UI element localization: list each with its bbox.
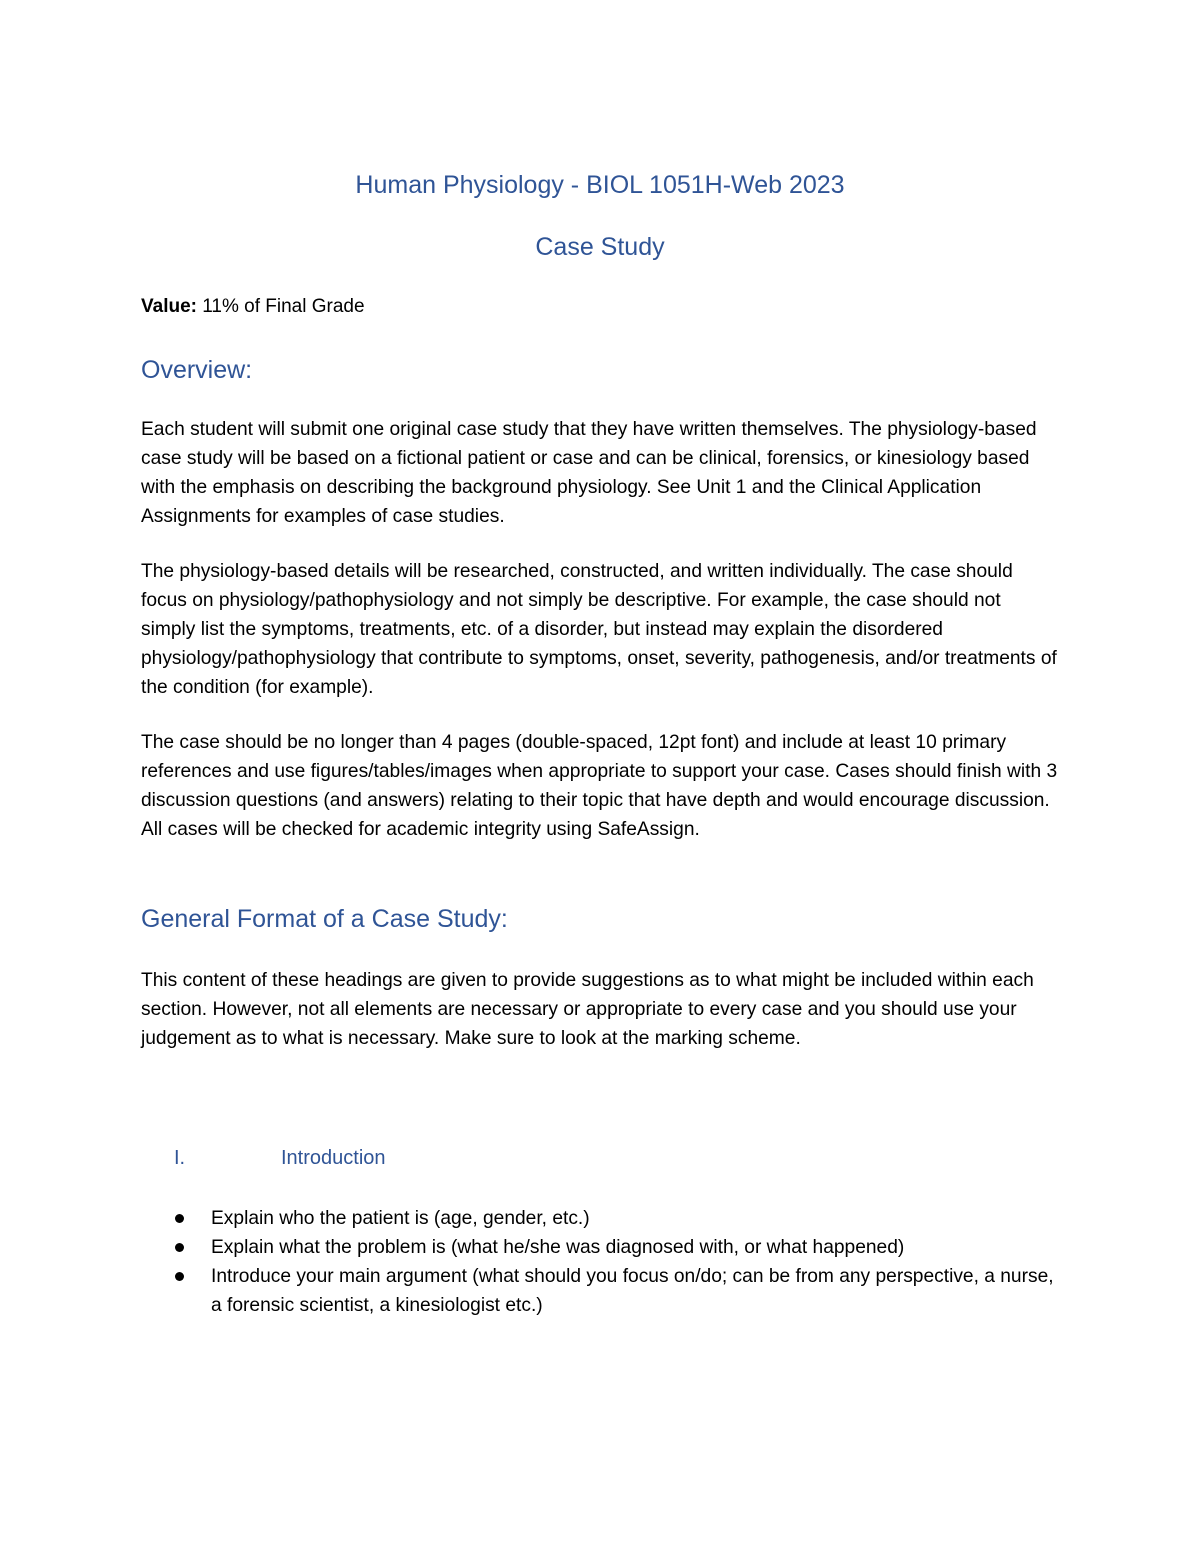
introduction-heading [141, 1144, 386, 1172]
overview-paragraph-3: The case should be no longer than 4 pages (double-spaced, 12pt font) and include at least 10 primary references and use figures/tables/images when appropriate to support your case. Cases should finish with 3 discussion questions (and answers) relating to their topic that have depth and would encourage discussion. All cases will be checked for academic integrity using SafeAssign. [141, 732, 1058, 840]
document-subtitle: Case Study [535, 233, 665, 261]
overview-paragraph-1: Each student will submit one original case study that they have written themselves. The physiology-based case study will be based on a fictional patient or case and can be clinical, forensics, or kinesiology based with the emphasis on describing the background physiology. See Unit 1 and the Clinical Application Assignments for examples of case studies. [141, 419, 1037, 527]
introduction-bullet-list [141, 1204, 1059, 1320]
general-format-heading: General Format of a Case Study: [141, 905, 508, 933]
document-title: Human Physiology - BIOL 1051H-Web 2023 [355, 171, 845, 199]
document-page [141, 0, 1061, 1553]
grade-value-line [141, 295, 365, 319]
bullet-icon [175, 1214, 184, 1223]
overview-paragraph-2: The physiology-based details will be researched, constructed, and written individually. The case should focus on physiology/pathophysiology and not simply be descriptive. For example, the case should not simply list the symptoms, treatments, etc. of a disorder, but instead may explain the disordered physiology/pathophysiology that contribute to symptoms, onset, severity, pathogenesis, and/or treatments of the condition (for example). [141, 561, 1057, 698]
section-number: I. [174, 1147, 186, 1169]
list-item [141, 1233, 1059, 1262]
list-item [141, 1204, 1059, 1233]
grade-value-label: Value: [141, 296, 197, 317]
list-item-text: Explain what the problem is (what he/she was diagnosed with, or what happened) [211, 1237, 905, 1258]
list-item-text: Introduce your main argument (what should you focus on/do; can be from any perspective, a nurse, a forensic scientist, a kinesiologist etc.) [211, 1266, 1054, 1316]
bullet-icon [175, 1243, 184, 1252]
list-item [141, 1262, 1059, 1320]
general-format-paragraph: This content of these headings are given to provide suggestions as to what might be included within each section. However, not all elements are necessary or appropriate to every case and you should use your judgement as to what is necessary. Make sure to look at the marking scheme. [141, 970, 1034, 1049]
grade-value-text: 11% of Final Grade [196, 296, 365, 317]
section-title: Introduction [281, 1147, 386, 1169]
bullet-icon [175, 1272, 184, 1281]
overview-heading: Overview: [141, 356, 253, 384]
list-item-text: Explain who the patient is (age, gender, etc.) [211, 1208, 590, 1229]
